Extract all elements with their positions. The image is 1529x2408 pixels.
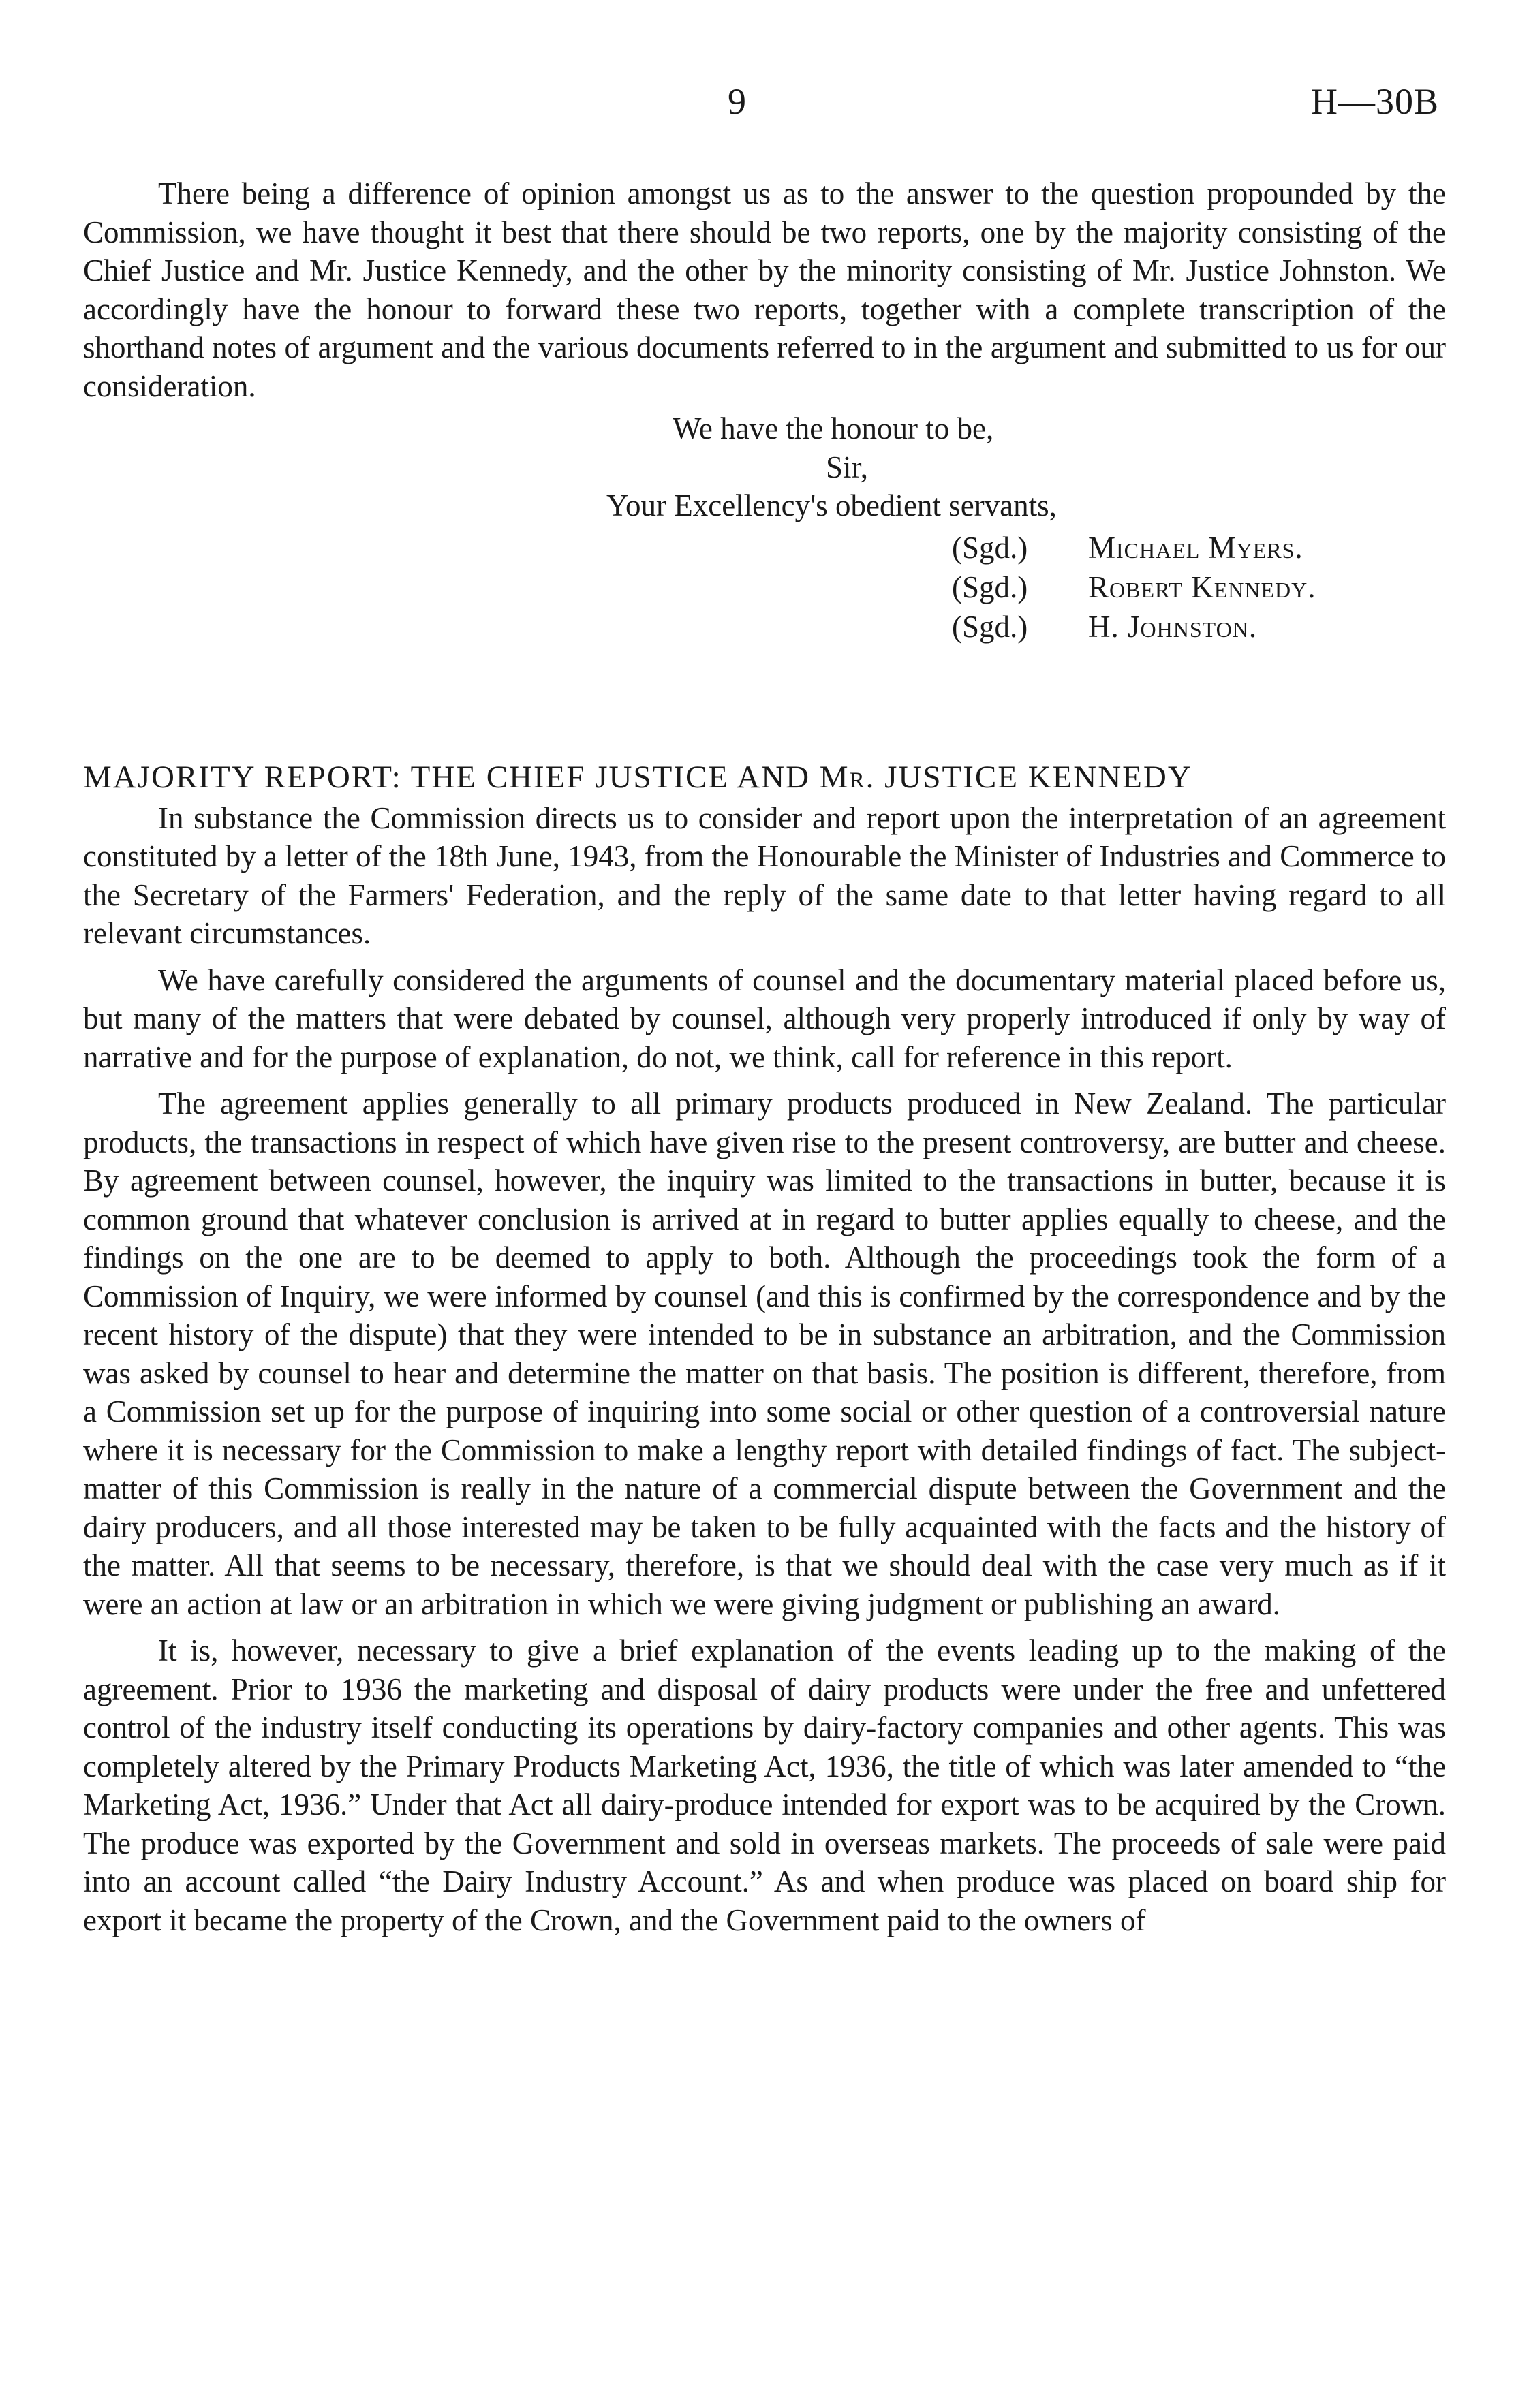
signatory-name: Robert Kennedy. bbox=[1088, 569, 1316, 604]
section-heading-part1: MAJORITY REPORT: THE CHIEF JUSTICE AND bbox=[83, 759, 811, 795]
signature-mark: (Sgd.) bbox=[952, 569, 1028, 604]
page-number: 9 bbox=[728, 81, 747, 122]
document-reference: H—30B bbox=[1310, 81, 1439, 122]
section-content bbox=[83, 799, 1446, 1940]
page-header bbox=[0, 80, 1529, 135]
closing-line-honour: We have the honour to be, bbox=[673, 411, 994, 445]
signature-row bbox=[83, 607, 1446, 646]
body-paragraph: In substance the Commission directs us to consider and report upon the interpretation of an agreement constituted by a letter of the 18th June, 1943, from the Honourable the Minister of Industries and Commerce to the Secretary of the Farmers' Federation, and the reply of the same date to that letter having regard to all relevant circumstances. bbox=[83, 800, 1446, 950]
closing-line-servants: Your Excellency's obedient servants, bbox=[606, 488, 1057, 522]
body-paragraph: It is, however, necessary to give a brief explanation of the events leading up to the making of the agreement. Prior to 1936 the marketing and disposal of dairy products were under the free and unfettered control of the industry itself conducting its operations by dairy-factory companies and other agents. This was completely altered by the Primary Products Marketing Act, 1936, the title of which was later amended to “the Marketing Act, 1936.” Under that Act all dairy-produce intended for export was to be acquired by the Crown. The produce was exported by the Government and sold in overseas markets. The proceeds of sale were paid into an account called “the Dairy Industry Account.” As and when produce was placed on board ship for export it became the property of the Crown, and the Government paid to the owners of bbox=[83, 1633, 1446, 1937]
signature-mark: (Sgd.) bbox=[952, 530, 1028, 565]
body-paragraph: The agreement applies generally to all primary products produced in New Zealand. The particular products, the transactions in respect of which have given rise to the present controversy, are butter and cheese. By agreement between counsel, however, the inquiry was limited to the transactions in butter, because it is common ground that whatever conclusion is arrived at in regard to butter applies equally to cheese, and the findings on the one are to be deemed to apply to both. Although the proceedings took the form of a Commission of Inquiry, we were informed by counsel (and this is confirmed by the correspondence and by the recent history of the dispute) that they were intended to be in substance an arbitration, and the Commission was asked by counsel to hear and determine the matter on that basis. The position is different, therefore, from a Commission set up for the purpose of inquiring into some social or other question of a controversial nature where it is necessary for the Commission to make a lengthy report with detailed findings of fact. The subject-matter of this Commission is really in the nature of a commercial dispute between the Government and the dairy producers, and all those interested may be taken to be fully acquainted with the facts and the history of the matter. All that seems to be necessary, therefore, is that we should deal with the case very much as if it were an action at law or an arbitration in which we were giving judgment or publishing an award. bbox=[83, 1086, 1446, 1621]
section-heading-mr: Mr. bbox=[819, 759, 876, 795]
closing-line-salutation: Sir, bbox=[826, 450, 868, 484]
signatory-name: H. Johnston. bbox=[1088, 609, 1258, 644]
section-heading-part2: JUSTICE KENNEDY bbox=[884, 759, 1192, 795]
signature-row bbox=[83, 528, 1446, 567]
signature-mark: (Sgd.) bbox=[952, 609, 1028, 644]
signature-block bbox=[83, 528, 1446, 646]
body-paragraph: We have carefully considered the arguments of counsel and the documentary material placed before us, but many of the matters that were debated by counsel, although very properly introduced if only by way of narrative and for the purpose of explanation, do not, we think, call for reference in this report. bbox=[83, 963, 1446, 1074]
signature-row bbox=[83, 567, 1446, 607]
section-heading bbox=[83, 757, 1446, 798]
letter-closing bbox=[83, 409, 1446, 525]
intro-paragraph: There being a difference of opinion amongst us as to the answer to the question propounded by the Commission, we have thought it best that there should be two reports, one by the majority consisting of the Chief Justice and Mr. Justice Kennedy, and the other by the minority consisting of Mr. Justice Johnston. We accordingly have the honour to forward these two reports, together with a complete transcription of the shorthand notes of argument and the various documents referred to in the argument and submitted to us for our consideration. bbox=[83, 176, 1446, 403]
document-body bbox=[83, 174, 1446, 1939]
signatory-name: Michael Myers. bbox=[1088, 530, 1303, 565]
